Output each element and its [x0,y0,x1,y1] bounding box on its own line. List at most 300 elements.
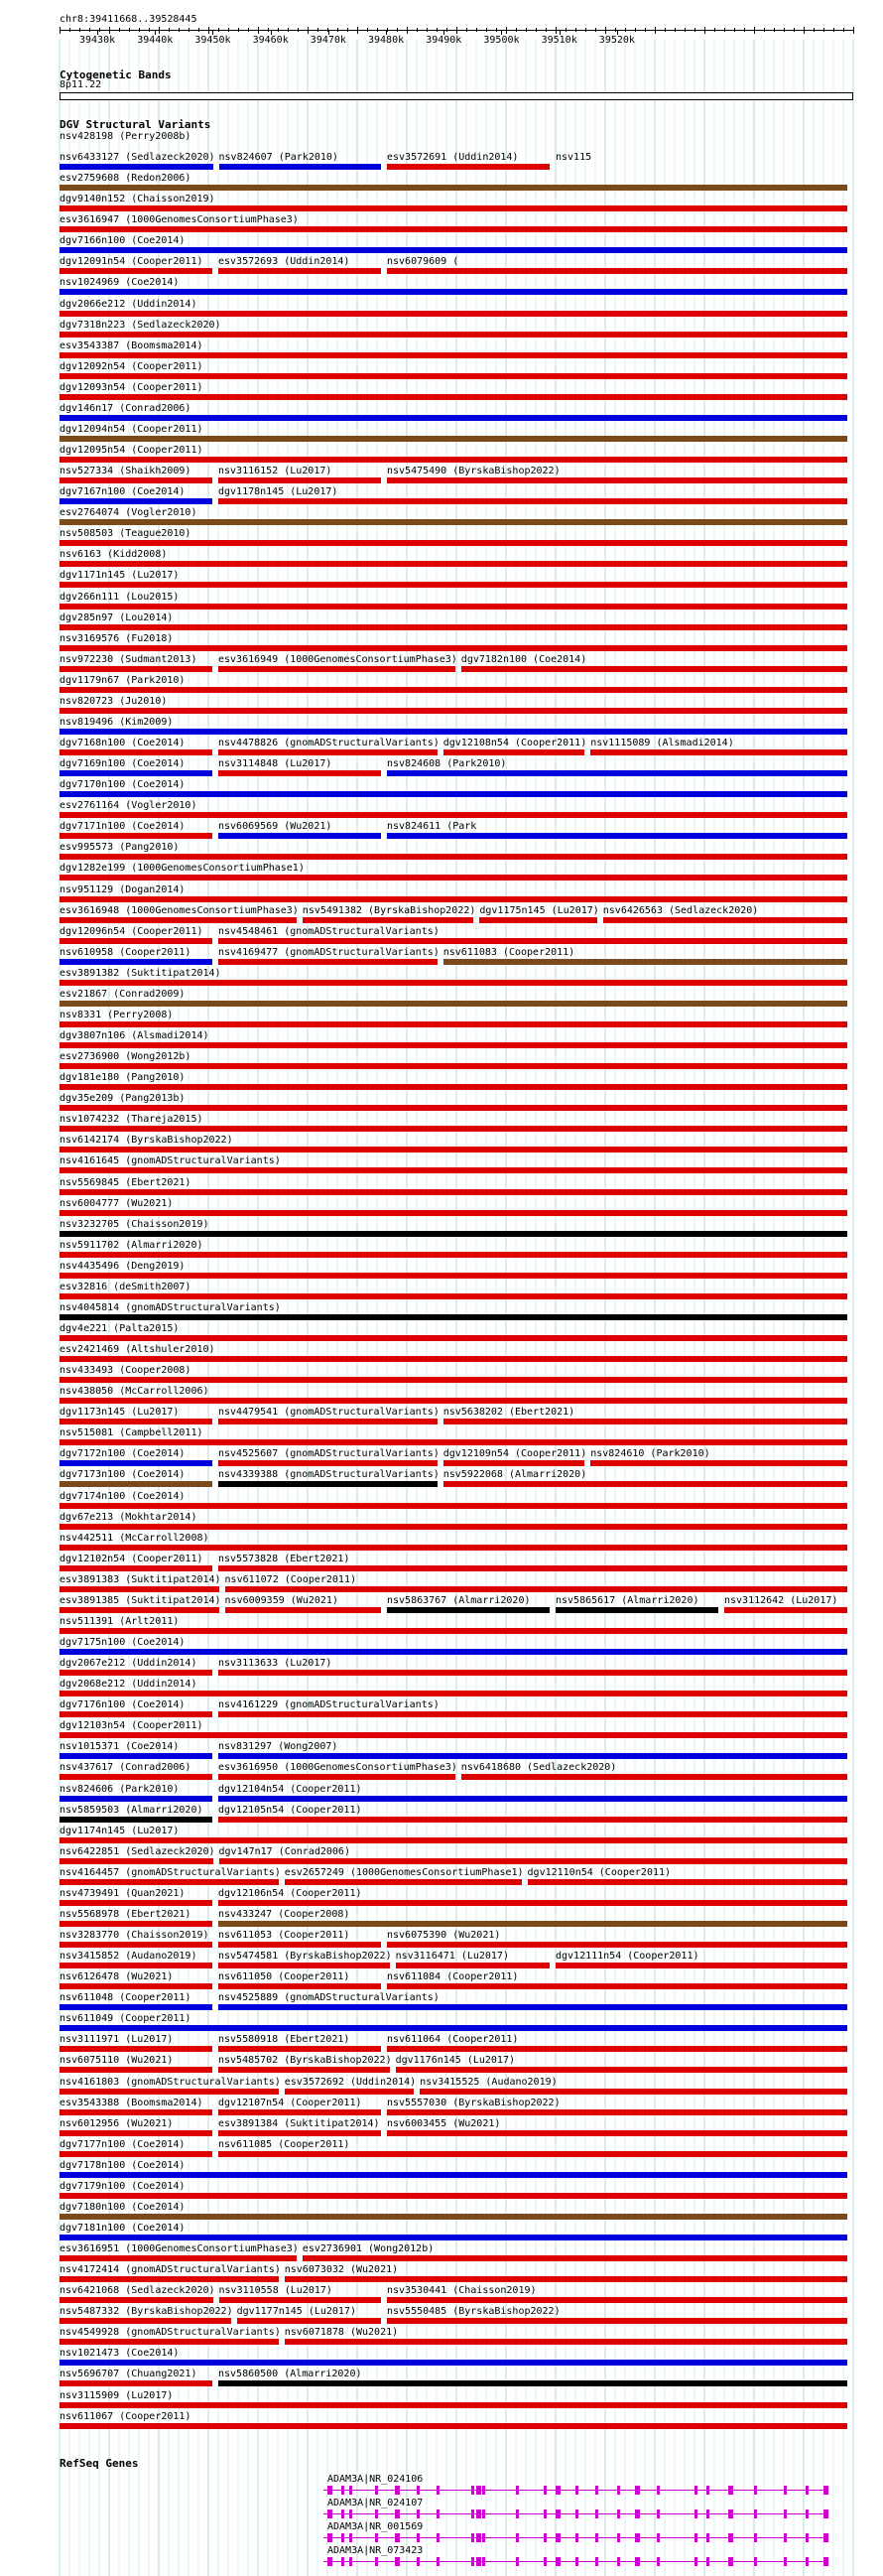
variant-label[interactable]: nsv5859503 (Almarri2020) [60,1805,203,1816]
variant-bar-both[interactable] [60,1001,847,1007]
variant-bar-loss[interactable] [60,2151,212,2157]
variant-bar-loss[interactable] [218,2130,381,2136]
variant-label[interactable]: nsv6079609 ( [387,256,459,267]
variant-label[interactable]: nsv6069569 (Wu2021) [218,821,332,832]
variant-label[interactable]: nsv1074232 (Thareja2015) [60,1114,203,1125]
variant-label[interactable]: nsv433247 (Cooper2008) [218,1909,350,1920]
variant-label[interactable]: dgv7181n100 (Coe2014) [60,2223,186,2234]
variant-bar-loss[interactable] [60,2089,279,2095]
variant-label[interactable]: dgv2068e212 (Uddin2014) [60,1679,197,1690]
variant-bar-loss[interactable] [60,205,847,211]
variant-label[interactable]: nsv5911702 (Almarri2020) [60,1240,203,1251]
variant-bar-both[interactable] [60,1481,212,1487]
variant-label[interactable]: nsv511391 (Arlt2011) [60,1616,180,1627]
variant-label[interactable]: nsv3415525 (Audano2019) [420,2077,558,2088]
variant-bar-loss[interactable] [60,2046,212,2052]
variant-label[interactable]: dgv7318n223 (Sedlazeck2020) [60,320,221,331]
variant-bar-loss[interactable] [285,2339,847,2345]
variant-label[interactable]: nsv5863767 (Almarri2020) [387,1595,531,1606]
variant-label[interactable]: nsv4172414 (gnomADStructuralVariants) [60,2264,281,2275]
variant-bar-both[interactable] [218,1921,847,1927]
variant-label[interactable]: nsv1115089 (Alsmadi2014) [590,738,734,748]
variant-bar-loss[interactable] [218,1670,847,1676]
variant-label[interactable]: nsv6075390 (Wu2021) [387,1930,501,1941]
variant-bar-loss[interactable] [60,352,847,358]
variant-label[interactable]: esv3891382 (Suktitipat2014) [60,968,221,979]
variant-label[interactable]: esv2761164 (Vogler2010) [60,800,197,811]
variant-bar-inversion[interactable] [218,2380,847,2386]
variant-bar-both[interactable] [60,185,847,191]
variant-bar-loss[interactable] [60,1545,847,1551]
variant-bar-loss[interactable] [60,1398,847,1404]
cytoband-label[interactable]: 8p11.22 [60,79,102,90]
variant-label[interactable]: nsv4169477 (gnomADStructuralVariants) [218,947,440,958]
variant-label[interactable]: nsv4525607 (gnomADStructuralVariants) [218,1448,440,1459]
variant-bar-loss[interactable] [218,1460,438,1466]
variant-label[interactable]: nsv824608 (Park2010) [387,758,507,769]
variant-bar-loss[interactable] [218,268,381,274]
locus-coordinates[interactable]: chr8:39411668..39528445 [60,14,197,25]
variant-label[interactable]: nsv4161645 (gnomADStructuralVariants) [60,1155,281,1166]
variant-label[interactable]: nsv3116471 (Lu2017) [395,1951,509,1962]
variant-bar-loss[interactable] [443,749,584,755]
variant-bar-loss[interactable] [60,1210,847,1216]
variant-bar-gain[interactable] [60,959,212,965]
variant-bar-inversion[interactable] [556,1607,718,1613]
variant-label[interactable]: dgv181e180 (Pang2010) [60,1072,186,1083]
variant-bar-loss[interactable] [556,1963,847,1968]
variant-label[interactable]: dgv7177n100 (Coe2014) [60,2139,186,2150]
variant-bar-loss[interactable] [387,2297,847,2303]
variant-bar-inversion[interactable] [60,1314,847,1320]
variant-bar-loss[interactable] [60,2255,297,2261]
variant-label[interactable]: nsv4548461 (gnomADStructuralVariants) [218,926,440,937]
variant-label[interactable]: nsv5580918 (Ebert2021) [218,2034,350,2045]
variant-bar-loss[interactable] [60,1126,847,1132]
variant-bar-loss[interactable] [60,394,847,400]
variant-bar-loss[interactable] [60,687,847,693]
variant-bar-gain[interactable] [60,498,212,504]
variant-label[interactable]: nsv611083 (Cooper2011) [442,947,575,958]
variant-bar-loss[interactable] [60,1837,847,1843]
variant-label[interactable]: dgv7180n100 (Coe2014) [60,2202,186,2213]
variant-label[interactable]: nsv3415852 (Audano2019) [60,1951,197,1962]
variant-bar-loss[interactable] [60,2318,231,2324]
variant-label[interactable]: dgv7171n100 (Coe2014) [60,821,186,832]
variant-label[interactable]: dgv7179n100 (Coe2014) [60,2181,186,2192]
variant-label[interactable]: dgv7174n100 (Coe2014) [60,1491,186,1502]
variant-label[interactable]: nsv4478826 (gnomADStructuralVariants) [218,738,440,748]
variant-label[interactable]: dgv7166n100 (Coe2014) [60,235,186,246]
variant-bar-loss[interactable] [60,2339,279,2345]
variant-bar-loss[interactable] [461,666,847,672]
variant-label[interactable]: dgv12093n54 (Cooper2011) [60,382,203,393]
variant-bar-loss[interactable] [285,2276,847,2282]
variant-label[interactable]: esv3543388 (Boomsma2014) [60,2098,203,2108]
variant-bar-loss[interactable] [60,477,212,483]
variant-bar-loss[interactable] [60,311,847,317]
variant-bar-loss[interactable] [219,2297,381,2303]
variant-label[interactable]: esv3572691 (Uddin2014) [387,152,519,163]
variant-label[interactable]: nsv6163 (Kidd2008) [60,549,168,560]
variant-label[interactable]: dgv266n111 (Lou2015) [60,592,180,603]
variant-bar-loss[interactable] [60,854,847,860]
variant-bar-loss[interactable] [60,561,847,567]
variant-bar-gain[interactable] [60,1460,212,1466]
variant-label[interactable]: dgv7169n100 (Coe2014) [60,758,186,769]
variant-bar-loss[interactable] [60,1377,847,1383]
variant-bar-gain[interactable] [60,415,847,421]
variant-bar-loss[interactable] [218,2046,381,2052]
variant-label[interactable]: dgv1177n145 (Lu2017) [236,2306,356,2317]
variant-bar-loss[interactable] [60,1900,212,1906]
variant-bar-loss[interactable] [219,1858,847,1864]
variant-bar-both[interactable] [443,959,847,965]
variant-label[interactable]: dgv7168n100 (Coe2014) [60,738,186,748]
variant-bar-loss[interactable] [60,645,847,651]
variant-bar-loss[interactable] [60,1105,847,1111]
variant-label[interactable]: dgv7182n100 (Coe2014) [460,654,587,665]
variant-bar-loss[interactable] [60,1879,279,1885]
variant-label[interactable]: nsv611049 (Cooper2011) [60,2013,191,2024]
variant-bar-loss[interactable] [60,896,847,902]
variant-bar-inversion[interactable] [60,1231,847,1237]
variant-label[interactable]: nsv610958 (Cooper2011) [60,947,191,958]
gene-label[interactable]: ADAM3A|NR_073423 [327,2545,424,2556]
variant-label[interactable]: dgv12108n54 (Cooper2011) [442,738,587,748]
variant-bar-loss[interactable] [60,268,212,274]
variant-bar-loss[interactable] [60,1691,847,1696]
variant-label[interactable]: nsv437617 (Conrad2006) [60,1762,191,1773]
variant-label[interactable]: dgv12103n54 (Cooper2011) [60,1720,203,1731]
variant-bar-loss[interactable] [60,373,847,379]
variant-label[interactable]: nsv6433127 (Sedlazeck2020) [60,152,215,163]
variant-bar-gain[interactable] [60,2235,847,2240]
variant-bar-loss[interactable] [387,1942,847,1948]
variant-bar-loss[interactable] [420,2089,847,2095]
variant-bar-gain[interactable] [387,770,847,776]
variant-label[interactable]: nsv5485702 (ByrskaBishop2022) [218,2055,392,2066]
variant-label[interactable]: dgv7172n100 (Coe2014) [60,1448,186,1459]
variant-bar-loss[interactable] [60,1607,219,1613]
variant-label[interactable]: nsv1024969 (Coe2014) [60,277,180,288]
variant-label[interactable]: nsv3232705 (Chaisson2019) [60,1219,209,1230]
variant-label[interactable]: esv3616947 (1000GenomesConsortiumPhase3) [60,214,299,225]
variant-bar-loss[interactable] [285,2089,414,2095]
variant-bar-loss[interactable] [60,1252,847,1258]
variant-bar-loss[interactable] [479,917,596,923]
variant-label[interactable]: dgv12092n54 (Cooper2011) [60,361,203,372]
cytoband-track-title[interactable]: Cytogenetic Bands [60,68,172,81]
variant-bar-loss[interactable] [60,749,212,755]
variant-bar-gain[interactable] [218,1753,847,1759]
variant-bar-loss[interactable] [60,1273,847,1279]
variant-bar-gain[interactable] [60,1649,847,1655]
variant-label[interactable]: esv3616949 (1000GenomesConsortiumPhase3) [218,654,457,665]
gene-label[interactable]: ADAM3A|NR_024107 [327,2498,424,2508]
variant-bar-loss[interactable] [60,1503,847,1509]
variant-label[interactable]: dgv2067e212 (Uddin2014) [60,1658,197,1669]
variant-bar-loss[interactable] [60,1858,213,1864]
variant-label[interactable]: esv3572693 (Uddin2014) [218,256,350,267]
variant-bar-gain[interactable] [60,770,212,776]
variant-label[interactable]: nsv115 [556,152,592,163]
variant-label[interactable]: esv2736901 (Wong2012b) [302,2243,435,2254]
variant-bar-gain[interactable] [60,729,847,735]
variant-label[interactable]: dgv7178n100 (Coe2014) [60,2160,186,2171]
variant-label[interactable]: nsv5922068 (Almarri2020) [442,1469,587,1480]
variant-label[interactable]: dgv7167n100 (Coe2014) [60,486,186,497]
variant-label[interactable]: nsv515081 (Campbell2011) [60,1427,203,1438]
variant-label[interactable]: dgv12095n54 (Cooper2011) [60,445,203,456]
variant-label[interactable]: dgv12094n54 (Cooper2011) [60,424,203,435]
variant-label[interactable]: nsv6421068 (Sedlazeck2020) [60,2285,215,2296]
variant-label[interactable]: dgv147n17 (Conrad2006) [218,1846,350,1857]
variant-label[interactable]: esv3891384 (Suktitipat2014) [218,2118,380,2129]
variant-label[interactable]: esv3616950 (1000GenomesConsortiumPhase3) [218,1762,457,1773]
variant-bar-loss[interactable] [60,980,847,986]
variant-bar-loss[interactable] [218,498,847,504]
variant-label[interactable]: dgv12110n54 (Cooper2011) [527,1867,672,1878]
variant-label[interactable]: dgv12091n54 (Cooper2011) [60,256,203,267]
variant-label[interactable]: nsv438050 (McCarroll2006) [60,1386,209,1397]
variant-bar-loss[interactable] [60,2276,279,2282]
variant-label[interactable]: nsv1015371 (Coe2014) [60,1741,180,1752]
variant-bar-loss[interactable] [60,938,212,944]
variant-bar-loss[interactable] [60,1042,847,1048]
variant-bar-loss[interactable] [60,666,212,672]
variant-bar-loss[interactable] [60,1774,212,1780]
variant-label[interactable]: esv2657249 (1000GenomesConsortiumPhase1) [284,1867,524,1878]
variant-bar-loss[interactable] [60,457,847,463]
variant-label[interactable]: dgv12106n54 (Cooper2011) [218,1888,362,1899]
variant-bar-loss[interactable] [387,268,847,274]
variant-bar-loss[interactable] [218,2067,390,2073]
variant-label[interactable]: dgv12096n54 (Cooper2011) [60,926,203,937]
variant-bar-loss[interactable] [443,1481,847,1487]
variant-label[interactable]: nsv508503 (Teague2010) [60,528,191,539]
variant-label[interactable]: esv3616948 (1000GenomesConsortiumPhase3) [60,905,299,916]
variant-bar-loss[interactable] [60,1565,212,1571]
variant-bar-loss[interactable] [387,2130,847,2136]
variant-label[interactable]: dgv1176n145 (Lu2017) [395,2055,515,2066]
variant-label[interactable]: dgv1173n145 (Lu2017) [60,1407,180,1418]
variant-bar-loss[interactable] [218,2151,847,2157]
variant-bar-gain[interactable] [219,164,381,170]
variant-label[interactable]: esv3572692 (Uddin2014) [284,2077,417,2088]
variant-bar-loss[interactable] [60,332,847,338]
variant-label[interactable]: nsv6426563 (Sedlazeck2020) [602,905,759,916]
variant-bar-loss[interactable] [60,1084,847,1090]
variant-label[interactable]: nsv824610 (Park2010) [590,1448,710,1459]
variant-bar-loss[interactable] [60,1021,847,1027]
variant-label[interactable]: nsv5550485 (ByrskaBishop2022) [387,2306,561,2317]
variant-label[interactable]: nsv6075110 (Wu2021) [60,2055,174,2066]
variant-bar-loss[interactable] [60,1732,847,1738]
variant-label[interactable]: nsv6418680 (Sedlazeck2020) [460,1762,617,1773]
variant-label[interactable]: nsv4479541 (gnomADStructuralVariants) [218,1407,440,1418]
variant-bar-loss[interactable] [387,2109,847,2115]
variant-label[interactable]: nsv3116152 (Lu2017) [218,466,332,476]
variant-bar-loss[interactable] [218,1565,847,1571]
variant-bar-loss[interactable] [443,1460,584,1466]
variant-bar-loss[interactable] [60,1189,847,1195]
variant-bar-loss[interactable] [218,1774,455,1780]
variant-label[interactable]: dgv1179n67 (Park2010) [60,675,186,686]
variant-label[interactable]: dgv35e209 (Pang2013b) [60,1093,186,1104]
variant-bar-gain[interactable] [387,833,847,839]
variant-label[interactable]: nsv3110558 (Lu2017) [218,2285,332,2296]
variant-label[interactable]: nsv611085 (Cooper2011) [218,2139,350,2150]
variant-bar-loss[interactable] [218,1817,847,1823]
variant-label[interactable]: dgv2066e212 (Uddin2014) [60,299,197,310]
variant-bar-loss[interactable] [60,1942,212,1948]
variant-bar-loss[interactable] [60,1063,847,1069]
variant-bar-loss[interactable] [218,938,847,944]
variant-bar-loss[interactable] [303,2255,847,2261]
variant-label[interactable]: nsv5557030 (ByrskaBishop2022) [387,2098,561,2108]
variant-label[interactable]: nsv3530441 (Chaisson2019) [387,2285,537,2296]
variant-label[interactable]: esv995573 (Pang2010) [60,842,180,853]
variant-label[interactable]: nsv6009359 (Wu2021) [224,1595,338,1606]
variant-bar-loss[interactable] [218,1711,847,1717]
variant-bar-gain[interactable] [218,2004,847,2010]
variant-label[interactable]: nsv1021473 (Coe2014) [60,2348,180,2359]
variant-label[interactable]: nsv824611 (Park [387,821,477,832]
variant-label[interactable]: nsv428198 (Perry2008b) [60,131,191,142]
variant-bar-both[interactable] [60,436,847,442]
variant-label[interactable]: esv3891385 (Suktitipat2014) [60,1595,221,1606]
variant-label[interactable]: nsv6071878 (Wu2021) [284,2327,399,2338]
variant-label[interactable]: nsv3112642 (Lu2017) [724,1595,838,1606]
variant-label[interactable]: nsv5696707 (Chuang2021) [60,2369,197,2379]
variant-bar-loss[interactable] [60,1419,212,1424]
variant-label[interactable]: dgv9140n152 (Chaisson2019) [60,194,215,204]
variant-label[interactable]: dgv12111n54 (Cooper2011) [556,1951,699,1962]
variant-label[interactable]: esv2421469 (Altshuler2010) [60,1344,215,1355]
variant-bar-gain[interactable] [60,289,847,295]
variant-bar-loss[interactable] [218,2109,381,2115]
variant-label[interactable]: nsv611050 (Cooper2011) [218,1971,350,1982]
variant-bar-loss[interactable] [218,1983,381,1989]
variant-bar-loss[interactable] [218,770,381,776]
variant-bar-both[interactable] [60,2214,847,2220]
variant-bar-loss[interactable] [387,2318,847,2324]
variant-label[interactable]: nsv5569845 (Ebert2021) [60,1177,191,1188]
variant-label[interactable]: nsv5491382 (ByrskaBishop2022) [302,905,476,916]
variant-label[interactable]: dgv12105n54 (Cooper2011) [218,1805,362,1816]
variant-bar-loss[interactable] [60,1147,847,1152]
variant-label[interactable]: dgv7175n100 (Coe2014) [60,1637,186,1648]
variant-bar-loss[interactable] [303,917,474,923]
variant-bar-loss[interactable] [60,1983,212,1989]
variant-bar-loss[interactable] [60,1293,847,1299]
variant-bar-loss[interactable] [60,1921,212,1927]
variant-bar-loss[interactable] [60,1628,847,1634]
variant-bar-loss[interactable] [60,833,212,839]
variant-label[interactable]: nsv4164457 (gnomADStructuralVariants) [60,1867,281,1878]
variant-label[interactable]: nsv3115909 (Lu2017) [60,2390,174,2401]
variant-label[interactable]: nsv6003455 (Wu2021) [387,2118,501,2129]
gene-label[interactable]: ADAM3A|NR_001569 [327,2521,424,2532]
variant-label[interactable]: dgv12102n54 (Cooper2011) [60,1554,203,1564]
variant-bar-gain[interactable] [60,791,847,797]
variant-label[interactable]: nsv6126478 (Wu2021) [60,1971,174,1982]
variant-label[interactable]: nsv4161229 (gnomADStructuralVariants) [218,1699,440,1710]
variant-bar-both[interactable] [60,519,847,525]
variant-label[interactable]: nsv4739491 (Quan2021) [60,1888,186,1899]
variant-label[interactable]: nsv820723 (Ju2010) [60,696,168,707]
variant-label[interactable]: nsv611064 (Cooper2011) [387,2034,519,2045]
variant-bar-loss[interactable] [285,1879,522,1885]
variant-bar-loss[interactable] [443,1419,847,1424]
variant-bar-loss[interactable] [237,2318,381,2324]
variant-label[interactable]: esv3543387 (Boomsma2014) [60,340,203,351]
variant-bar-loss[interactable] [60,2402,847,2408]
variant-bar-loss[interactable] [225,1586,847,1592]
variant-label[interactable]: dgv1178n145 (Lu2017) [218,486,338,497]
variant-label[interactable]: nsv4045814 (gnomADStructuralVariants) [60,1302,281,1313]
variant-label[interactable]: nsv5568978 (Ebert2021) [60,1909,191,1920]
variant-bar-loss[interactable] [60,2193,847,2199]
variant-bar-loss[interactable] [60,1963,212,1968]
variant-label[interactable]: dgv1175n145 (Lu2017) [479,905,599,916]
variant-bar-inversion[interactable] [60,1817,212,1823]
variant-label[interactable]: nsv3283770 (Chaisson2019) [60,1930,209,1941]
variant-bar-inversion[interactable] [218,1481,438,1487]
variant-bar-loss[interactable] [60,708,847,714]
variant-label[interactable]: nsv6422851 (Sedlazeck2020) [60,1846,215,1857]
variant-label[interactable]: nsv611072 (Cooper2011) [224,1574,356,1585]
variant-bar-loss[interactable] [60,2067,212,2073]
variant-bar-gain[interactable] [60,2025,847,2031]
variant-label[interactable]: nsv442511 (McCarroll2008) [60,1533,209,1544]
variant-label[interactable]: nsv433493 (Cooper2008) [60,1365,191,1376]
variant-label[interactable]: esv2764074 (Vogler2010) [60,507,197,518]
variant-bar-gain[interactable] [60,164,213,170]
variant-bar-loss[interactable] [60,624,847,630]
variant-bar-loss[interactable] [218,1900,847,1906]
variant-bar-loss[interactable] [60,1439,847,1445]
variant-label[interactable]: nsv824606 (Park2010) [60,1784,180,1795]
variant-label[interactable]: nsv6012956 (Wu2021) [60,2118,174,2129]
variant-label[interactable]: dgv67e213 (Mokhtar2014) [60,1512,197,1523]
variant-label[interactable]: nsv6004777 (Wu2021) [60,1198,174,1209]
variant-label[interactable]: nsv5573828 (Ebert2021) [218,1554,350,1564]
variant-label[interactable]: nsv6142174 (ByrskaBishop2022) [60,1135,233,1146]
variant-bar-loss[interactable] [60,917,297,923]
variant-label[interactable]: dgv3807n106 (Alsmadi2014) [60,1030,209,1041]
variant-label[interactable]: esv32816 (deSmith2007) [60,1282,191,1292]
variant-label[interactable]: nsv819496 (Kim2009) [60,717,174,728]
variant-label[interactable]: nsv951129 (Dogan2014) [60,884,186,895]
variant-label[interactable]: dgv12107n54 (Cooper2011) [218,2098,362,2108]
variant-label[interactable]: nsv527334 (Shaikh2009) [60,466,191,476]
variant-bar-loss[interactable] [60,1356,847,1362]
variant-label[interactable]: nsv611067 (Cooper2011) [60,2411,191,2422]
variant-label[interactable]: nsv4339388 (gnomADStructuralVariants) [218,1469,440,1480]
variant-bar-loss[interactable] [60,1167,847,1173]
variant-bar-loss[interactable] [218,666,455,672]
variant-label[interactable]: nsv5638202 (Ebert2021) [442,1407,575,1418]
variant-bar-loss[interactable] [225,1607,381,1613]
cytoband-bar[interactable] [60,92,853,100]
variant-label[interactable]: dgv1171n145 (Lu2017) [60,570,180,581]
variant-bar-gain[interactable] [218,1796,847,1802]
variant-label[interactable]: dgv285n97 (Lou2014) [60,612,174,623]
variant-label[interactable]: dgv4e221 (Palta2015) [60,1323,180,1334]
variant-label[interactable]: nsv4435496 (Deng2019) [60,1261,186,1272]
